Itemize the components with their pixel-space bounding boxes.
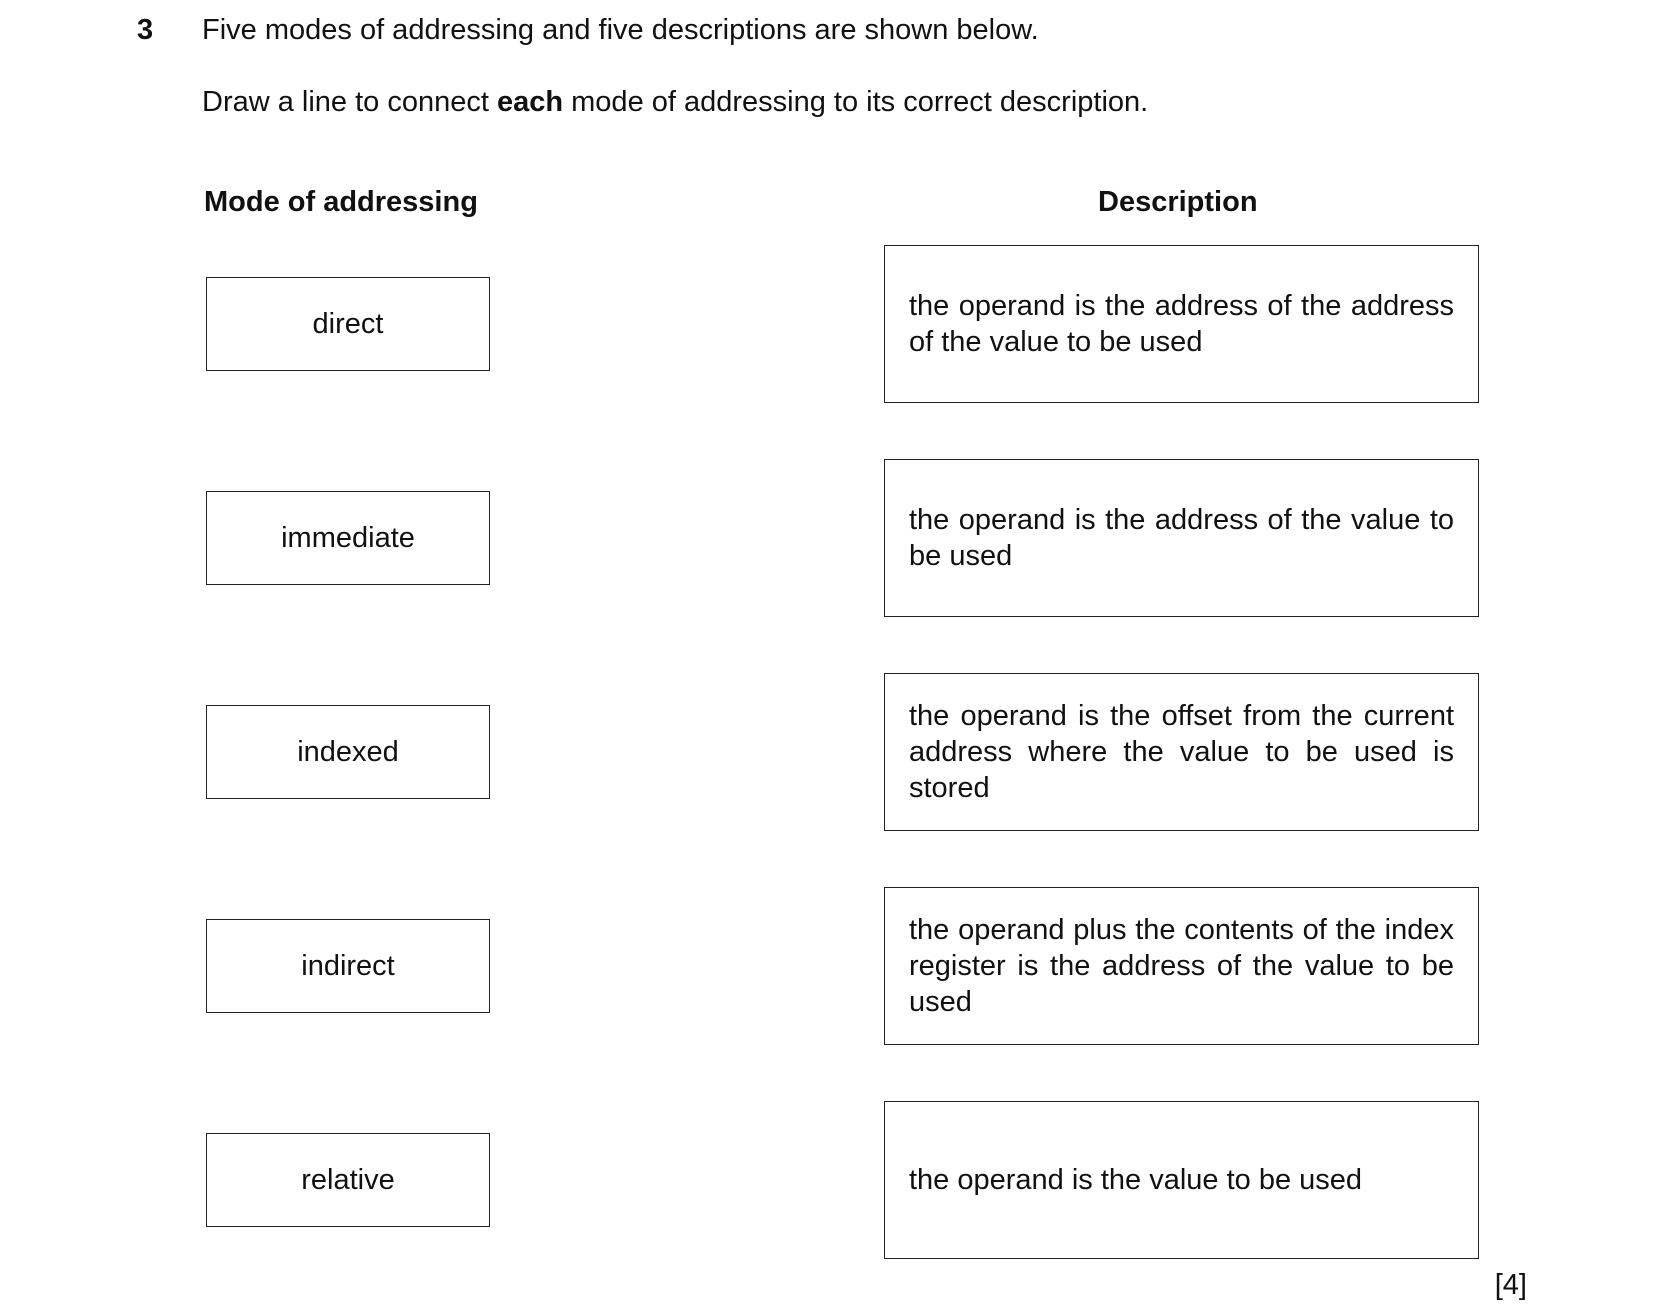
description-text: the operand is the offset from the current address where the value to be used is stored xyxy=(909,700,1454,804)
mode-label: indirect xyxy=(301,949,395,982)
mode-box-immediate[interactable] xyxy=(206,491,490,585)
question-intro: Five modes of addressing and five descriptions are shown below. xyxy=(202,14,1039,46)
mode-label: relative xyxy=(301,1163,395,1196)
question-instruction xyxy=(202,86,1148,119)
description-box-3[interactable] xyxy=(884,673,1479,831)
description-text: the operand is the address of the value to be used xyxy=(909,504,1454,572)
mode-label: indexed xyxy=(297,735,399,768)
mode-box-indirect[interactable] xyxy=(206,919,490,1013)
mode-column-heading: Mode of addressing xyxy=(204,186,478,218)
instruction-text-before: Draw a line to connect xyxy=(202,86,497,118)
marks-label: [4] xyxy=(1494,1269,1527,1301)
description-box-5[interactable] xyxy=(884,1101,1479,1259)
description-box-2[interactable] xyxy=(884,459,1479,617)
mode-label: direct xyxy=(312,307,384,340)
instruction-bold-word: each xyxy=(496,86,564,118)
description-text: the operand plus the contents of the index register is the address of the value to be used xyxy=(909,914,1454,1018)
mode-box-direct[interactable] xyxy=(206,277,490,371)
description-text: the operand is the address of the address of the value to be used xyxy=(909,290,1454,358)
description-column-heading: Description xyxy=(1098,186,1258,218)
description-text: the operand is the value to be used xyxy=(909,1164,1363,1196)
mode-label: immediate xyxy=(281,521,415,554)
question-number: 3 xyxy=(137,14,154,46)
description-box-4[interactable] xyxy=(884,887,1479,1045)
description-box-1[interactable] xyxy=(884,245,1479,403)
instruction-text-after: mode of addressing to its correct description. xyxy=(563,86,1149,118)
mode-box-relative[interactable] xyxy=(206,1133,490,1227)
mode-box-indexed[interactable] xyxy=(206,705,490,799)
